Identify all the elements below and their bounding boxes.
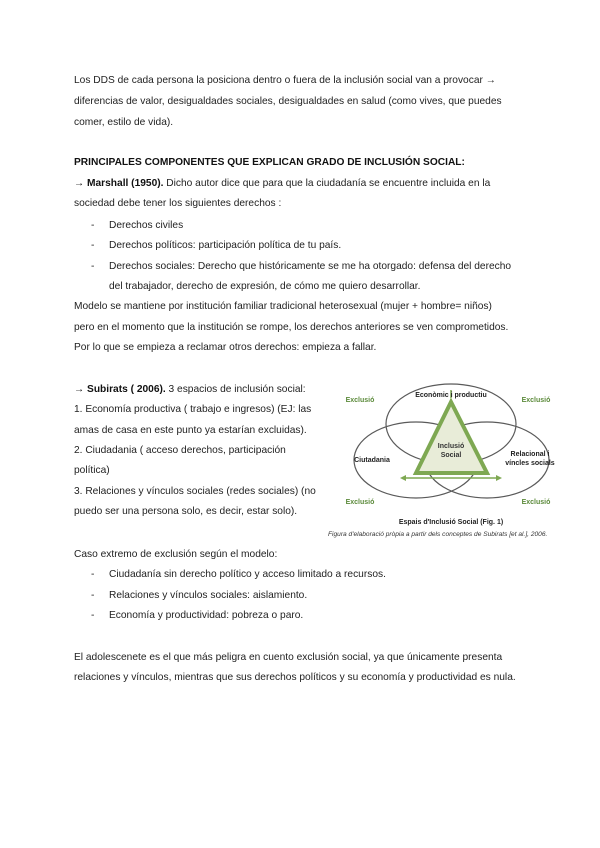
arrowhead-left bbox=[400, 475, 406, 481]
subirats-line-3: amas de casa en este punto ya estarían excluidas). bbox=[74, 425, 307, 436]
figure-caption: Figura d'elaboració pròpia a partir dels conceptes de Subirats [et al.], 2006. bbox=[328, 531, 548, 538]
marshall-line-2: sociedad debe tener los siguientes derechos : bbox=[74, 198, 282, 209]
inclusion-venn-diagram bbox=[330, 376, 576, 544]
list-item: - Ciudadanía sin derecho político y acceso limitado a recursos. bbox=[91, 569, 386, 580]
conclusion-line-2: relaciones y vínculos, mientras que sus derechos políticos y su economía y productividad es nula. bbox=[74, 672, 516, 683]
exclusion-label: Exclusió bbox=[521, 499, 551, 506]
intro-line-3: comer, estilo de vida). bbox=[74, 117, 174, 128]
marshall-label: → Marshall (1950). bbox=[74, 178, 164, 189]
model-line-2: pero en el momento que la institución se rompe, los derechos anteriores se ven comprometidos. bbox=[74, 322, 509, 333]
list-item-text: Relaciones y vínculos sociales: aislamiento. bbox=[109, 590, 308, 601]
subirats-line-4: 2. Ciudadania ( acceso derechos, participación bbox=[74, 445, 286, 456]
list-item-text: Economía y productividad: pobreza o paro. bbox=[109, 610, 304, 621]
conclusion-line-1: El adolescenete es el que más peligra en cuento exclusión social, ya que únicamente presenta bbox=[74, 652, 503, 663]
label-relational-1: Relacional i bbox=[510, 451, 550, 458]
subirats-label: → Subirats ( 2006). bbox=[74, 384, 166, 395]
marshall-line-1-text: Dicho autor dice que para que la ciudadanía se encuentre incluida en la bbox=[163, 178, 491, 189]
list-item-text: Ciudadanía sin derecho político y acceso limitado a recursos. bbox=[109, 569, 386, 580]
intro-line-1: Los DDS de cada persona la posiciona dentro o fuera de la inclusión social van a provocar → bbox=[74, 75, 496, 86]
list-item: - Derechos civiles bbox=[91, 220, 184, 231]
marshall-line-1 bbox=[74, 177, 490, 191]
list-item-text: Derechos sociales: Derecho que históricamente se me ha otorgado: defensa del derecho bbox=[109, 261, 512, 272]
list-item: - Economía y productividad: pobreza o paro. bbox=[91, 610, 304, 621]
label-center-2: Social bbox=[440, 452, 462, 459]
label-economic: Econòmic i productiu bbox=[415, 392, 487, 399]
arrowhead-right bbox=[496, 475, 502, 481]
list-item: - Derechos sociales: Derecho que históricamente se me ha otorgado: defensa del derecho bbox=[91, 261, 512, 272]
exclusion-label: Exclusió bbox=[345, 499, 375, 506]
model-line-3: Por lo que se empieza a reclamar otros derechos: empieza a fallar. bbox=[74, 342, 377, 353]
intro-line-2: diferencias de valor, desigualdades sociales, desigualdades en salud (como vives, que puedes bbox=[74, 96, 502, 107]
list-item-text: Derechos civiles bbox=[109, 220, 184, 231]
list-item: - Derechos políticos: participación política de tu país. bbox=[91, 240, 342, 251]
list-item: - Relaciones y vínculos sociales: aislamiento. bbox=[91, 590, 308, 601]
model-line-1: Modelo se mantiene por institución familiar tradicional heterosexual (mujer + hombre= niños) bbox=[74, 301, 492, 312]
section-heading: PRINCIPALES COMPONENTES QUE EXPLICAN GRADO DE INCLUSIÓN SOCIAL: bbox=[74, 157, 465, 168]
exclusion-label: Exclusió bbox=[345, 397, 375, 404]
label-relational-2: víncles socials bbox=[505, 460, 555, 467]
label-center-1: Inclusió bbox=[437, 443, 465, 450]
subirats-line-6: 3. Relaciones y vínculos sociales (redes sociales) (no bbox=[74, 486, 316, 497]
extreme-heading: Caso extremo de exclusión según el modelo: bbox=[74, 549, 278, 560]
subirats-line-2: 1. Economía productiva ( trabajo e ingresos) (EJ: las bbox=[74, 404, 312, 415]
list-item-continuation: del trabajador, derecho de expresión, de cómo me quiero desarrollar. bbox=[109, 281, 421, 292]
figure-title: Espais d'Inclusió Social (Fig. 1) bbox=[398, 519, 504, 526]
label-citizenship: Ciutadania bbox=[354, 457, 390, 464]
subirats-line-1-text: 3 espacios de inclusión social: bbox=[165, 384, 306, 395]
inclusion-triangle bbox=[416, 402, 487, 473]
list-item-text: Derechos políticos: participación política de tu país. bbox=[109, 240, 342, 251]
subirats-line-1 bbox=[74, 383, 306, 397]
subirats-line-7: puedo ser una persona solo, es decir, estar solo). bbox=[74, 506, 298, 517]
exclusion-label: Exclusió bbox=[521, 397, 551, 404]
subirats-line-5: política) bbox=[74, 465, 110, 476]
